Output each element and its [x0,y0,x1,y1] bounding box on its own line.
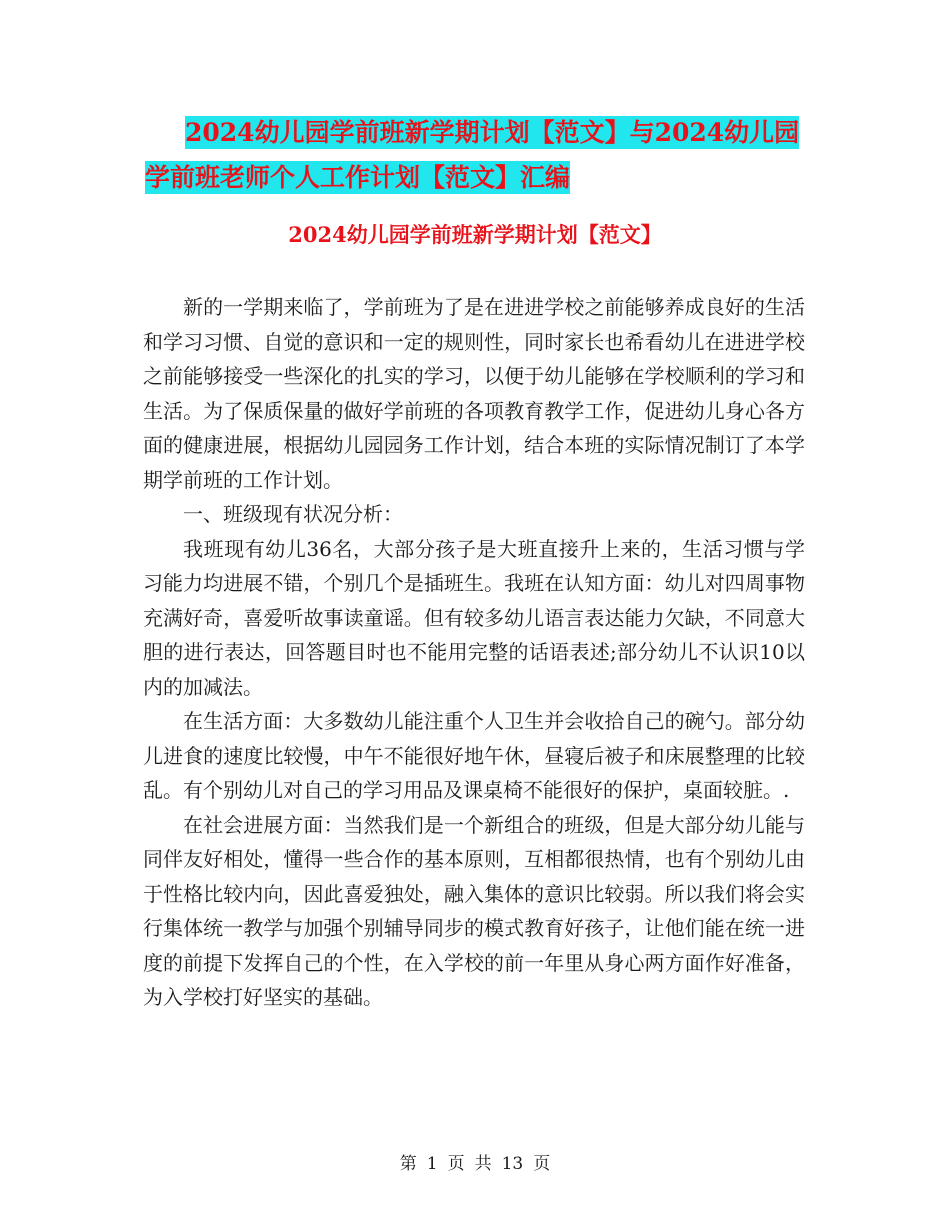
paragraph-social-aspect: 在社会进展方面：当然我们是一个新组合的班级，但是大部分幼儿能与同伴友好相处，懂得一些合作的基本原则，互相都很热情，也有个别幼儿由于性格比较内向，因此喜爱独处，融入集体的意识比较弱。所以我们将会实行集体统一教学与加强个别辅导同步的模式教育好孩子，让他们能在统一进度的前提下发挥自己的个性，在入学校的前一年里从身心两方面作好准备，为入学校打好坚实的基础。 [143,812,805,1009]
paragraph-life-aspect: 在生活方面：大多数幼儿能注重个人卫生并会收拾自己的碗勺。部分幼儿进食的速度比较慢，中午不能很好地午休，昼寝后被子和床展整理的比较乱。有个别幼儿对自己的学习用品及课桌椅不能很好的保护，桌面较脏。. [143,709,805,802]
footer-prefix: 第 [399,1154,417,1174]
footer-page-word: 页 [447,1154,465,1174]
footer-total-word: 共 [474,1154,492,1174]
page-footer [0,1152,950,1176]
paragraph-intro: 新的一学期来临了，学前班为了是在进进学校之前能够养成良好的生活和学习习惯、自觉的意识和一定的规则性，同时家长也希看幼儿在进进学校之前能够接受一些深化的扎实的学习，以便于幼儿能够在学校顺利的学习和生活。为了保质保量的做好学前班的各项教育教学工作，促进幼儿身心各方面的健康进展，根据幼儿园园务工作计划，结合本班的实际情况制订了本学期学前班的工作计划。 [143,295,805,492]
footer-suffix: 页 [533,1154,551,1174]
paragraph-class-overview: 我班现有幼儿36名，大部分孩子是大班直接升上来的，生活习惯与学习能力均进展不错，个别几个是插班生。我班在认知方面：幼儿对四周事物充满好奇，喜爱听故事读童谣。但有较多幼儿语言表达能力欠缺，不同意大胆的进行表达，回答题目时也不能用完整的话语表述;部分幼儿不认识10以内的加减法。 [143,536,805,699]
main-title-line-1: 2024幼儿园学前班新学期计划【范文】与2024幼儿园 [185,118,800,147]
main-title-line-2: 学前班老师个人工作计划【范文】汇编 [145,163,571,192]
footer-total-pages: 13 [501,1154,524,1174]
body-text [143,290,805,1015]
section-title: 2024幼儿园学前班新学期计划【范文】 [288,222,662,247]
main-title [145,110,825,200]
paragraph-heading-class-status: 一、班级现有状况分析： [183,502,403,526]
footer-page-number: 1 [426,1154,438,1174]
